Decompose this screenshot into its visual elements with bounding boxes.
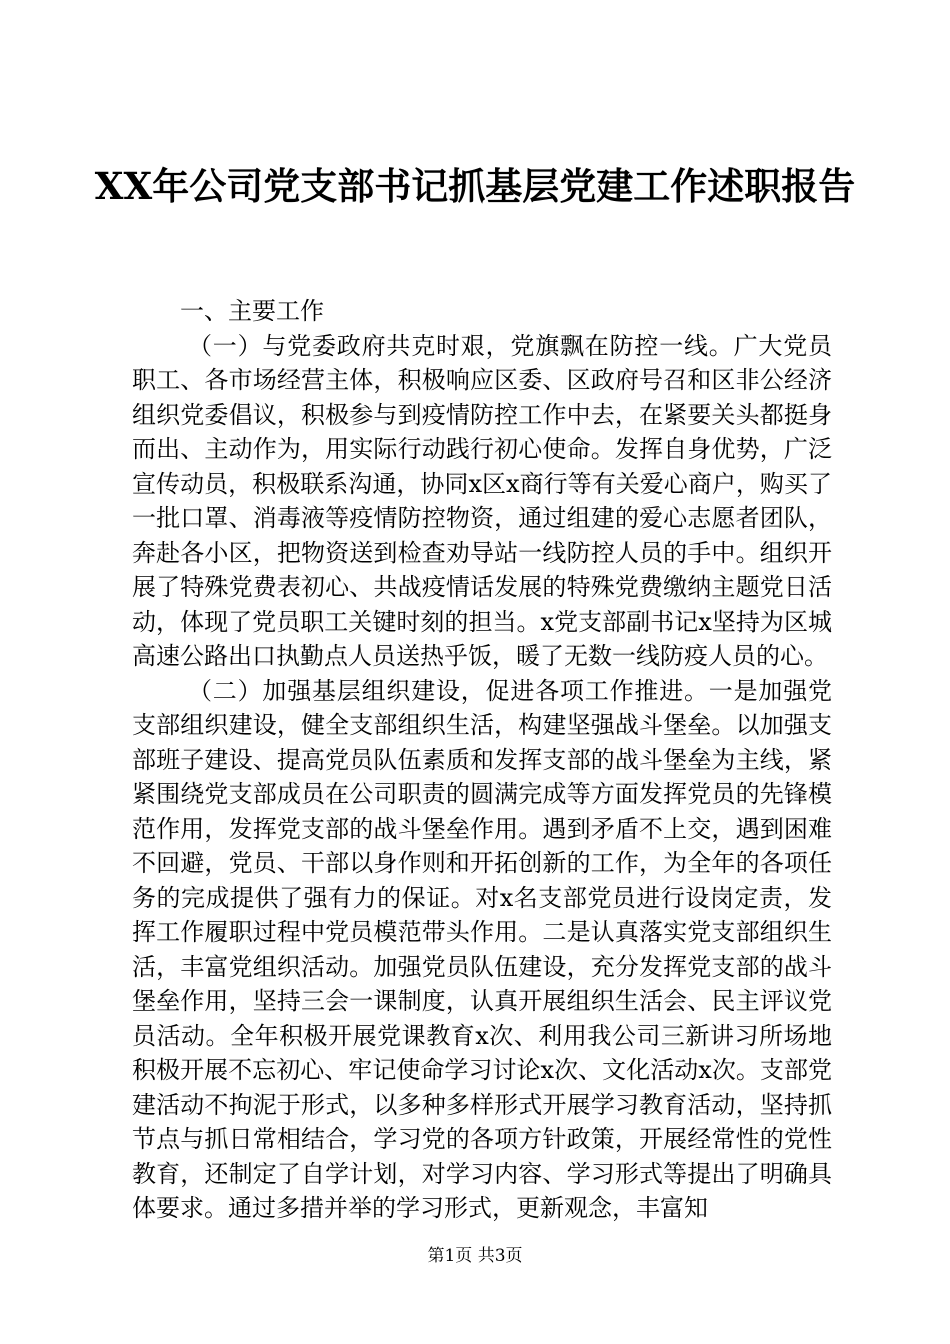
- page-number-footer: 第1页 共3页: [427, 1246, 523, 1266]
- paragraph-1: （一）与党委政府共克时艰，党旗飘在防控一线。广大党员职工、各市场经营主体，积极响应区委、区政府号召和区非公经济组织党委倡议，积极参与到疫情防控工作中去，在紧要关头都挺身而出、主动作为，用实际行动践行初心使命。发挥自身优势，广泛宣传动员，积极联系沟通，协同x区x商行等有关爱心商户，购买了一批口罩、消毒液等疫情防控物资，通过组建的爱心志愿者团队，奔赴各小区，把物资送到检查劝导站一线防控人员的手中。组织开展了特殊党费表初心、共战疫情话发展的特殊党费缴纳主题党日活动，体现了党员职工关键时刻的担当。x党支部副书记x坚持为区城高速公路出口执勤点人员送热乎饭，暖了无数一线防疫人员的心。: [132, 331, 832, 670]
- paragraph-2: （二）加强基层组织建设，促进各项工作推进。一是加强党支部组织建设，健全支部组织生活，构建坚强战斗堡垒。以加强支部班子建设、提高党员队伍素质和发挥支部的战斗堡垒为主线，紧紧围绕党支部成员在公司职责的圆满完成等方面发挥党员的先锋模范作用，发挥党支部的战斗堡垒作用。遇到矛盾不上交，遇到困难不回避，党员、干部以身作则和开拓创新的工作，为全年的各项任务的完成提供了强有力的保证。对x名支部党员进行设岗定责，发挥工作履职过程中党员模范带头作用。二是认真落实党支部组织生活，丰富党组织活动。加强党员队伍建设，充分发挥党支部的战斗堡垒作用，坚持三会一课制度，认真开展组织生活会、民主评议党员活动。全年积极开展党课教育x次、利用我公司三新讲习所场地积极开展不忘初心、牢记使命学习讨论x次、文化活动x次。支部党建活动不拘泥于形式，以多种多样形式开展学习教育活动，坚持抓节点与抓日常相结合，学习党的各项方针政策，开展经常性的党性教育，还制定了自学计划，对学习内容、学习形式等提出了明确具体要求。通过多措并举的学习形式，更新观念，丰富知: [132, 676, 832, 1222]
- section-heading: 一、主要工作: [180, 297, 324, 325]
- document-title: XX年公司党支部书记抓基层党建工作述职报告: [94, 164, 856, 208]
- document-body: [132, 294, 832, 1226]
